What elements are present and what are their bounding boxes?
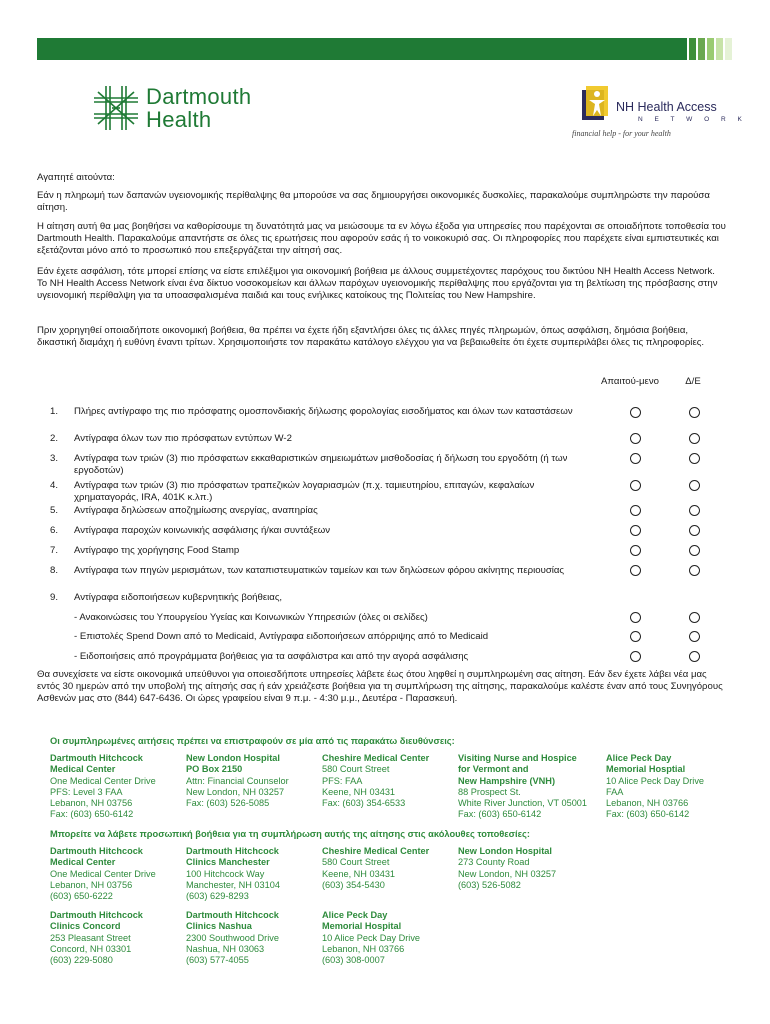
return-location-cheshire: Cheshire Medical Center 580 Court Street PFS: FAA Keene, NH 03431 Fax: (603) 354-6533 [322,753,430,809]
nh-logo-tagline: financial help - for your health [572,129,671,138]
paragraph-hardship: Εάν η πληρωμή των δαπανών υγειονομικής περίθαλψης θα μπορούσε να σας δημιουργήσει οικονομικές δυσκολίες, παρακαλούμε συμπληρώστε την παρούσα αίτηση. [37,190,710,214]
checklist-subitem: - Ανακοινώσεις του Υπουργείου Υγείας και Κοινωνικών Υπηρεσιών (όλες οι σελίδες) [74,612,428,623]
checklist-item: 3. Αντίγραφα των τριών (3) πιο πρόσφατων εκκαθαριστικών σημειωμάτων μισθοδοσίας ή δήλωση του εργοδότη (ή των εργοδοτών) [50,453,568,476]
nh-logo-subtitle: N E T W O R K [638,116,747,123]
checklist-item: 2. Αντίγραφα όλων των πιο πρόσφατων εντύπων W-2 [50,433,292,444]
greeting: Αγαπητέ αιτούντα: [37,172,115,183]
dartmouth-logo-line2: Health [146,107,212,132]
checklist-item: 9. Αντίγραφα ειδοποιήσεων κυβερνητικής βοήθειας, [50,592,283,603]
help-location-alice-peck-day: Alice Peck Day Memorial Hospital 10 Alice Peck Day Drive Lebanon, NH 03766 (603) 308-0007 [322,910,421,966]
checklist-item: 6. Αντίγραφα παροχών κοινωνικής ασφάλισης ή/και συντάξεων [50,525,331,536]
required-radio-5[interactable] [630,505,641,516]
checklist-item: 1. Πλήρες αντίγραφο της πιο πρόσφατης ομοσπονδιακής δήλωσης φορολογίας εισοδήματος και όλων των καταστάσεων [50,406,573,417]
required-radio-8[interactable] [630,565,641,576]
paragraph-responsibility: Θα συνεχίσετε να είστε οικονομικά υπεύθυνοι για οποιεσδήποτε υπηρεσίες λάβετε έως ότου ληφθεί η συμπληρωμένη σας αίτηση. Εάν δεν έχετε λάβει νέα μας εντός 30 ημερών από την υποβολή της αίτησής σας ή εάν χρειάζεστε βοήθεια για τη συμπλήρωση της αίτησης, παρακαλούμε καλέστε έναν από τους Συνηγόρους Ασθενών μας στο (844) 647-6436. Οι ώρες γραφείου είναι 9 π.μ. - 4:30 μ.μ., Δευτέρα - Παρασκευή. [37,669,723,705]
nh-health-access-logo [572,84,747,144]
help-location-new-london: New London Hospital 273 County Road New London, NH 03257 (603) 526-5082 [458,846,557,890]
required-radio-9b[interactable] [630,631,641,642]
paragraph-checklist-intro: Πριν χορηγηθεί οποιαδήποτε οικονομική βοήθεια, θα πρέπει να έχετε ήδη εξαντλήσει όλες τις άλλες πηγές πληρωμών, όπως ασφάλιση, δημόσια βοήθεια, δικαστική διαμάχη ή ευθύνη έναντι τρίτων. Χρησιμοποιήστε τον παρακάτω κατάλογο ελέγχου για να βεβαιωθείτε ότι έχετε συμπεριλάβει όλες τις πληροφορίες. [37,325,705,349]
return-location-alice-peck-day: Alice Peck Day Memorial Hosptial 10 Alice Peck Day Drive FAA Lebanon, NH 03766 Fax: (603) 650-6142 [606,753,705,820]
return-location-new-london: New London Hospital PO Box 2150 Attn: Financial Counselor New London, NH 03257 Fax: (603) 526-5085 [186,753,289,809]
required-radio-9c[interactable] [630,651,641,662]
na-radio-2[interactable] [689,433,700,444]
help-location-cheshire: Cheshire Medical Center 580 Court Street Keene, NH 03431 (603) 354-5430 [322,846,430,890]
header-bar [37,38,732,60]
na-radio-3[interactable] [689,453,700,464]
required-radio-1[interactable] [630,407,641,418]
return-location-dhmc: Dartmouth Hitchcock Medical Center One Medical Center Drive PFS: Level 3 FAA Lebanon, NH 03756 Fax: (603) 650-6142 [50,753,156,820]
paragraph-purpose: Η αίτηση αυτή θα μας βοηθήσει να καθορίσουμε τη δυνατότητά μας να μειώσουμε τα εν λόγω έξοδα για υπηρεσίες που παρέχονται σε οποιαδήποτε τοποθεσία του Dartmouth Health. Παρακαλούμε απαντήστε σε όλες τις ερωτήσεις που αφορούν εσάς ή το νοικοκυριό σας. Οι πληροφορίες που παρέχετε είναι εμπιστευτικές και εξετάζονται μόνο από το προσωπικό που επεξεργάζεται την αίτησή σας. [37,221,726,257]
help-location-concord: Dartmouth Hitchcock Clinics Concord 253 Pleasant Street Concord, NH 03301 (603) 229-5080 [50,910,143,966]
checklist-item: 5. Αντίγραφα δηλώσεων αποζημίωσης ανεργίας, αναπηρίας [50,505,318,516]
help-heading: Μπορείτε να λάβετε προσωπική βοήθεια για τη συμπλήρωση αυτής της αίτησης στις ακόλουθες τοποθεσίες: [50,829,530,839]
return-location-vnh: Visiting Nurse and Hospice for Vermont and New Hampshire (VNH) 88 Prospect St. White River Junction, VT 05001 Fax: (603) 650-6142 [458,753,588,820]
paragraph-network: Εάν έχετε ασφάλιση, τότε μπορεί επίσης να είστε επιλέξιμοι για οικονομική βοήθεια με άλλους συμμετέχοντες παρόχους του δικτύου NH Health Access Network. Το NH Health Access Network είναι ένα δίκτυο νοσοκομείων και άλλων παρόχων υγειονομικής περίθαλψης που εργάζονται για τη βελτίωση της πρόσβασης στην υγειονομική περίθαλψη για τα υποασφαλισμένα παιδιά και τους ενήλικες κατοίκους της Πολιτείας του New Hampshire. [37,266,718,302]
checklist-item: 4. Αντίγραφα των τριών (3) πιο πρόσφατων τραπεζικών λογαριασμών (π.χ. ταμιευτηρίου, επιταγών, κεφαλαίων χρηματαγοράς, IRA, 401K κ.λπ.) [50,480,535,503]
column-header-required: Απαιτού-μενο [601,376,659,387]
na-radio-9b[interactable] [689,631,700,642]
nh-person-mark-icon [580,84,612,124]
required-radio-6[interactable] [630,525,641,536]
help-location-nashua: Dartmouth Hitchcock Clinics Nashua 2300 Southwood Drive Nashua, NH 03063 (603) 577-4055 [186,910,279,966]
na-radio-5[interactable] [689,505,700,516]
nh-logo-title: NH Health Access [616,100,717,114]
dartmouth-health-logo [92,84,251,132]
dartmouth-health-mark-icon [92,84,140,132]
checklist-subitem: - Επιστολές Spend Down από το Medicaid, Αντίγραφα ειδοποιήσεων απόρριψης από το Medicaid [74,631,489,642]
na-radio-9c[interactable] [689,651,700,662]
column-header-na: Δ/Ε [685,376,701,387]
required-radio-7[interactable] [630,545,641,556]
na-radio-9a[interactable] [689,612,700,623]
dartmouth-logo-line1: Dartmouth [146,84,252,109]
help-location-dhmc: Dartmouth Hitchcock Medical Center One Medical Center Drive Lebanon, NH 03756 (603) 650-6222 [50,846,156,902]
na-radio-7[interactable] [689,545,700,556]
required-radio-4[interactable] [630,480,641,491]
na-radio-6[interactable] [689,525,700,536]
checklist-subitem: - Ειδοποιήσεις από προγράμματα βοήθειας για τα ασφάλιστρα και από την αγορά ασφάλισης [74,651,469,662]
help-location-manchester: Dartmouth Hitchcock Clinics Manchester 100 Hitchcock Way Manchester, NH 03104 (603) 629-8293 [186,846,280,902]
required-radio-9a[interactable] [630,612,641,623]
required-radio-3[interactable] [630,453,641,464]
na-radio-1[interactable] [689,407,700,418]
na-radio-8[interactable] [689,565,700,576]
required-radio-2[interactable] [630,433,641,444]
checklist-item: 8. Αντίγραφα των πηγών μερισμάτων, των καταπιστευματικών ταμείων και των δηλώσεων φόρου ακίνητης περιουσίας [50,565,565,576]
return-heading: Οι συμπληρωμένες αιτήσεις πρέπει να επιστραφούν σε μία από τις παρακάτω διευθύνσεις: [50,736,455,746]
checklist-item: 7. Αντίγραφο της χορήγησης Food Stamp [50,545,240,556]
na-radio-4[interactable] [689,480,700,491]
